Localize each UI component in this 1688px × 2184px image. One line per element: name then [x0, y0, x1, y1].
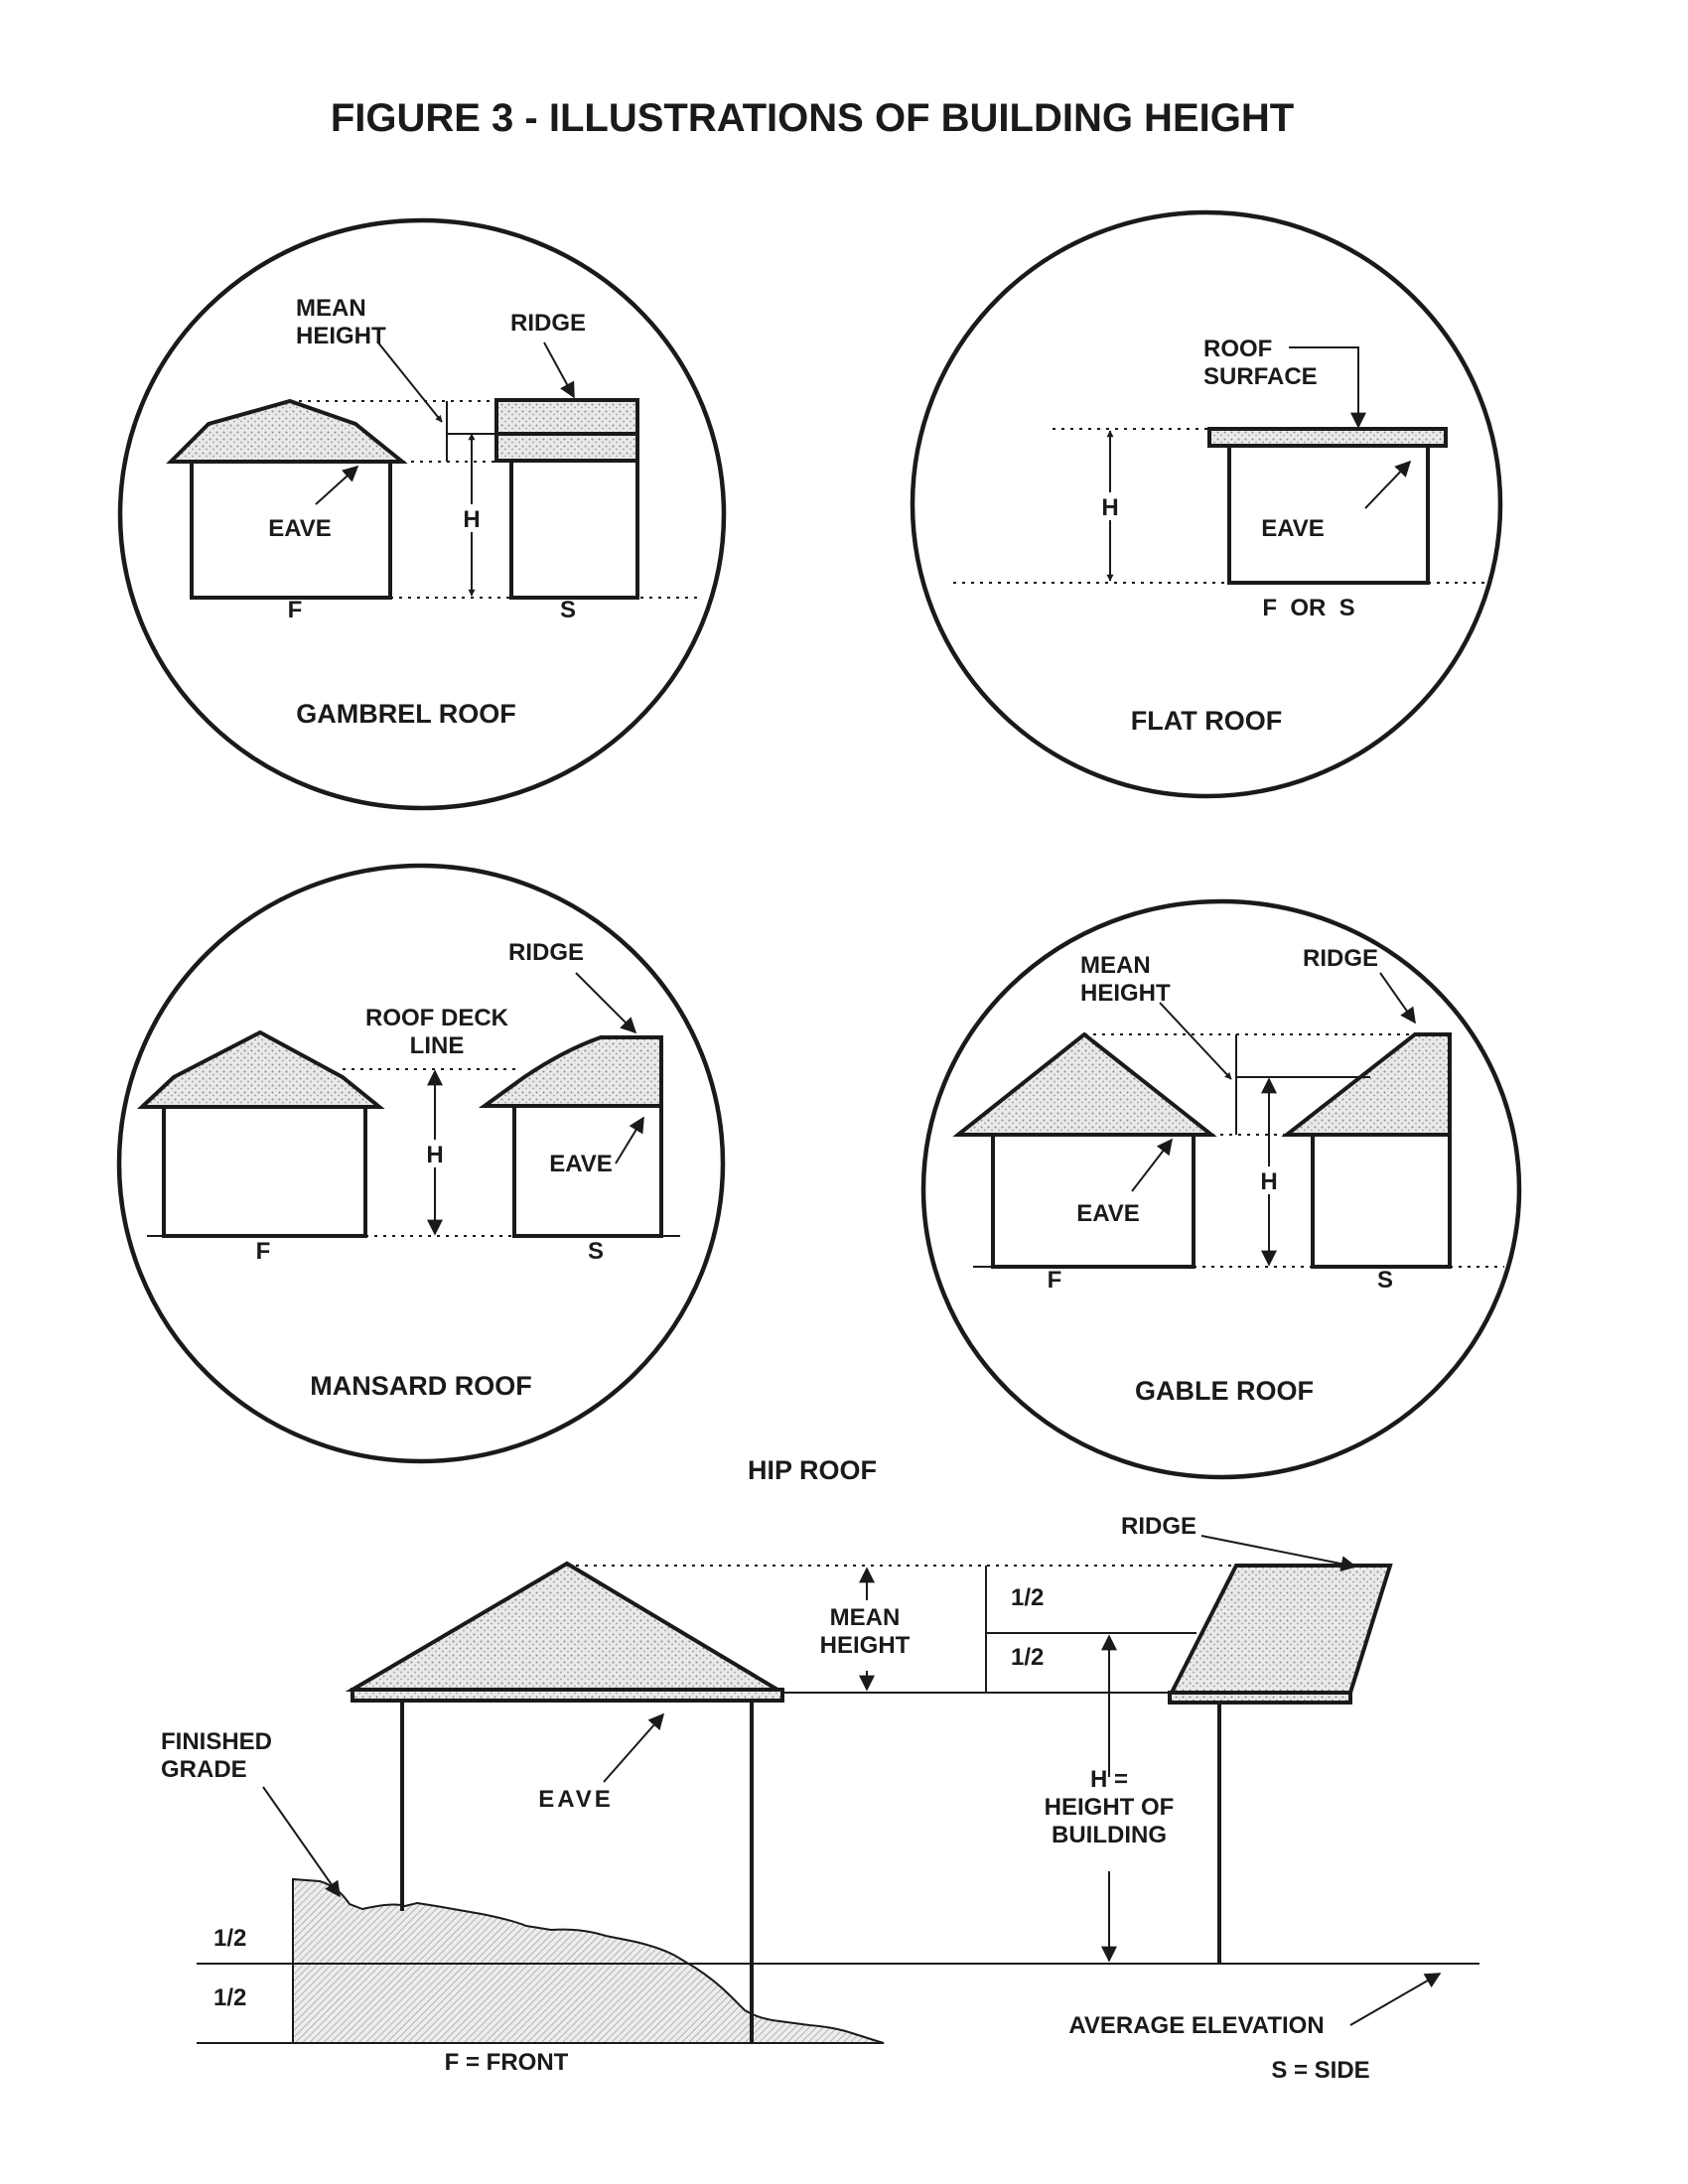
mansard-front-wall	[164, 1107, 365, 1236]
gambrel-mean-label-2: HEIGHT	[296, 323, 386, 349]
gambrel-front-roof	[171, 401, 402, 462]
gable-side-wall	[1313, 1135, 1450, 1267]
gambrel-ridge-arrow	[544, 342, 574, 397]
hip-half-bottom-label: 1/2	[1011, 1644, 1045, 1671]
gable-roof-panel	[923, 901, 1519, 1477]
grade-half-bottom-label: 1/2	[213, 1984, 247, 2011]
hip-side-eave-board	[1170, 1693, 1350, 1703]
front-legend: F = FRONT	[444, 2049, 569, 2076]
average-elevation-label: AVERAGE ELEVATION	[1068, 2012, 1325, 2039]
gambrel-front-label: F	[287, 597, 303, 623]
gambrel-side-label: S	[559, 597, 577, 623]
mansard-ridge-label: RIDGE	[507, 939, 585, 966]
mansard-roof-deck-label-2: LINE	[409, 1032, 465, 1059]
finished-grade-terrain	[293, 1879, 884, 2043]
flat-caption: FLAT ROOF	[1130, 706, 1283, 736]
hip-front-eave-board	[352, 1690, 782, 1701]
hip-ridge-label: RIDGE	[1120, 1513, 1197, 1540]
gable-caption: GABLE ROOF	[1135, 1376, 1314, 1406]
gambrel-ridge-label: RIDGE	[510, 310, 587, 337]
flat-h-label: H	[1101, 494, 1119, 521]
gambrel-side-roof-bottom	[496, 434, 637, 461]
hip-h-label-2: HEIGHT OF	[1044, 1794, 1175, 1821]
hip-ridge-arrow	[1201, 1536, 1355, 1567]
hip-front-roof	[352, 1564, 777, 1690]
flat-roof-slab	[1209, 429, 1446, 446]
gambrel-side-roof-top	[496, 400, 637, 434]
mansard-h-label: H	[426, 1142, 444, 1168]
mansard-caption: MANSARD ROOF	[310, 1371, 532, 1401]
hip-caption: HIP ROOF	[747, 1455, 878, 1485]
gable-h-label: H	[1260, 1168, 1278, 1195]
figure-title: FIGURE 3 - ILLUSTRATIONS OF BUILDING HEIGHT	[330, 96, 1295, 140]
mansard-front-label: F	[255, 1238, 271, 1265]
flat-roof-surface-label-1: ROOF	[1203, 336, 1273, 362]
hip-eave-label: EAVE	[538, 1786, 614, 1813]
mansard-eave-label: EAVE	[549, 1151, 613, 1177]
gambrel-caption: GAMBREL ROOF	[296, 699, 516, 729]
flat-front-or-side-label: F OR S	[1262, 595, 1355, 621]
hip-half-top-label: 1/2	[1011, 1584, 1045, 1611]
mansard-ridge-arrow	[576, 973, 635, 1032]
gambrel-side-wall	[511, 461, 637, 598]
gambrel-mean-height-leader	[377, 341, 442, 422]
hip-mean-label-1: MEAN	[829, 1604, 901, 1631]
gable-mean-height-leader	[1160, 1003, 1231, 1079]
hip-h-label-3: BUILDING	[1052, 1822, 1167, 1848]
finished-grade-label-1: FINISHED	[161, 1728, 273, 1755]
hip-h-label-1: H =	[1089, 1766, 1129, 1793]
gambrel-roof-panel	[120, 220, 724, 808]
flat-roof-panel	[913, 212, 1500, 796]
mansard-side-label: S	[587, 1238, 605, 1265]
flat-roof-surface-label-2: SURFACE	[1203, 363, 1318, 390]
gambrel-mean-label-1: MEAN	[296, 295, 366, 322]
hip-eave-arrow	[604, 1714, 663, 1782]
gambrel-h-label: H	[463, 506, 481, 533]
mansard-side-roof	[485, 1037, 661, 1106]
grade-half-top-label: 1/2	[213, 1925, 247, 1952]
hip-mean-label-2: HEIGHT	[819, 1632, 911, 1659]
hip-roof-panel	[161, 1455, 1479, 2084]
gable-eave-label: EAVE	[1076, 1200, 1140, 1227]
gable-front-roof	[958, 1034, 1211, 1135]
gable-front-label: F	[1047, 1267, 1062, 1294]
gable-ridge-label: RIDGE	[1302, 945, 1379, 972]
mansard-roof-deck-label-1: ROOF DECK	[365, 1005, 508, 1031]
gable-side-label: S	[1376, 1267, 1394, 1294]
gable-side-roof	[1287, 1034, 1450, 1135]
average-elevation-arrow	[1350, 1974, 1440, 2025]
finished-grade-label-2: GRADE	[161, 1756, 247, 1783]
flat-wall	[1229, 446, 1428, 583]
hip-side-roof	[1172, 1566, 1390, 1693]
flat-eave-label: EAVE	[1261, 515, 1325, 542]
gable-mean-label-1: MEAN	[1080, 952, 1151, 979]
gable-ridge-arrow	[1380, 973, 1415, 1023]
side-legend: S = SIDE	[1271, 2057, 1370, 2084]
mansard-roof-panel	[119, 866, 723, 1461]
gable-mean-label-2: HEIGHT	[1080, 980, 1171, 1007]
gambrel-eave-label: EAVE	[268, 515, 332, 542]
